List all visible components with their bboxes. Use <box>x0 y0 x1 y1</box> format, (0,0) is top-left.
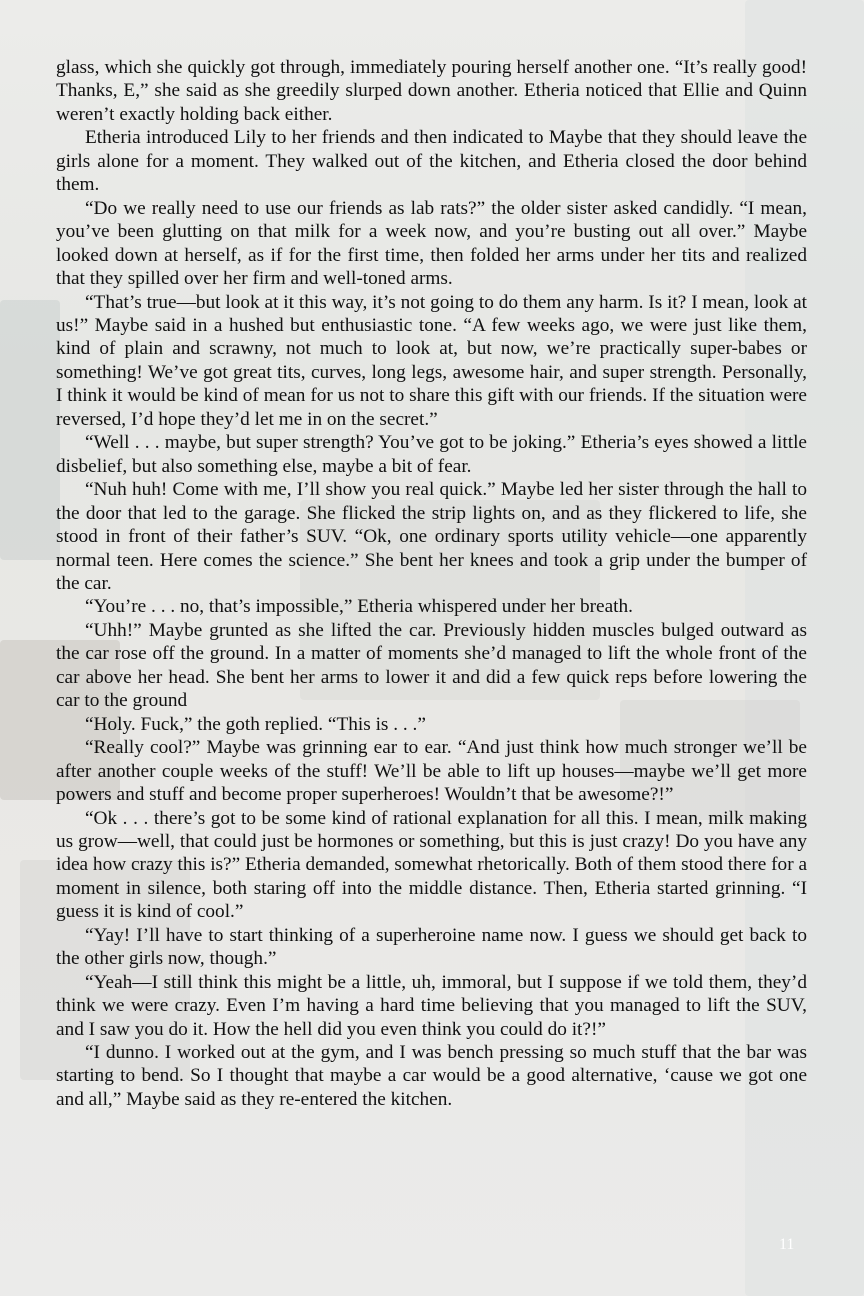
paragraph: “You’re . . . no, that’s impossible,” Etheria whispered under her breath. <box>85 596 633 618</box>
paragraph: glass, which she quickly got through, immediately pouring herself another one. “It’s really good! Thanks, E,” she said as she greedily slurped down another. Etheria noticed that Ellie and Quinn weren’t exactly holding back either. <box>56 57 807 125</box>
paragraph: “Yeah—I still think this might be a little, uh, immoral, but I suppose if we told them, they’d think we were crazy. Even I’m having a hard time believing that you managed to lift the SUV, and I saw you do it. How the hell did you even think you could do it?!” <box>56 971 807 1040</box>
paragraph: “Uhh!” Maybe grunted as she lifted the car. Previously hidden muscles bulged outward as the car rose off the ground. In a matter of moments she’d managed to lift the whole front of the car above her head. She bent her arms to lower it and did a few quick reps before lowering the car to the ground <box>56 619 807 712</box>
page-body <box>56 56 807 1111</box>
paragraph: “Yay! I’ll have to start thinking of a superheroine name now. I guess we should get back to the other girls now, though.” <box>56 924 807 970</box>
paragraph: “Nuh huh! Come with me, I’ll show you real quick.” Maybe led her sister through the hall to the door that led to the garage. She flicked the strip lights on, and as they flickered to life, she stood in front of their father’s SUV. “Ok, one ordinary sports utility vehicle—one apparently normal teen. Here comes the science.” She bent her knees and took a grip under the bumper of the car. <box>56 479 807 594</box>
paragraph: “Do we really need to use our friends as lab rats?” the older sister asked candidly. “I mean, you’ve been glutting on that milk for a week now, and you’re busting out all over.” Maybe looked down at herself, as if for the first time, then folded her arms under her tits and realized that they spilled over her firm and well-toned arms. <box>56 197 807 290</box>
background-shape <box>0 300 60 560</box>
paragraph: “Well . . . maybe, but super strength? You’ve got to be joking.” Etheria’s eyes showed a little disbelief, but also something else, maybe a bit of fear. <box>56 432 807 477</box>
page-number: 11 <box>779 1236 795 1253</box>
paragraph: “I dunno. I worked out at the gym, and I was bench pressing so much stuff that the bar was starting to bend. So I thought that maybe a car would be a good alternative, ‘cause we got one and all,” Maybe said as they re-entered the kitchen. <box>56 1042 807 1110</box>
paragraph: “That’s true—but look at it this way, it’s not going to do them any harm. Is it? I mean, look at us!” Maybe said in a hushed but enthusiastic tone. “A few weeks ago, we were just like them, kind of plain and scrawny, not much to look at, but now, we’re practically super-babes or something! We’ve got great tits, curves, long legs, awesome hair, and super strength. Personally, I think it would be kind of mean for us not to share this gift with our friends. If the situation were reversed, I’d hope they’d let me in on the secret.” <box>56 291 807 430</box>
paragraph: Etheria introduced Lily to her friends and then indicated to Maybe that they should leave the girls alone for a moment. They walked out of the kitchen, and Etheria closed the door behind them. <box>56 127 807 196</box>
paragraph: “Really cool?” Maybe was grinning ear to ear. “And just think how much stronger we’ll be after another couple weeks of the stuff! We’ll be able to lift up houses—maybe we’ll get more powers and stuff and become proper superheroes! Wouldn’t that be awesome?!” <box>56 737 807 806</box>
paragraph: “Holy. Fuck,” the goth replied. “This is . . .” <box>85 713 426 735</box>
paragraph: “Ok . . . there’s got to be some kind of rational explanation for all this. I mean, milk making us grow—well, that could just be hormones or something, but this is just crazy! Do you have any idea how crazy this is?” Etheria demanded, somewhat rhetorically. Both of them stood there for a moment in silence, both staring off into the middle distance. Then, Etheria started grinning. “I guess it is kind of cool.” <box>56 807 807 923</box>
